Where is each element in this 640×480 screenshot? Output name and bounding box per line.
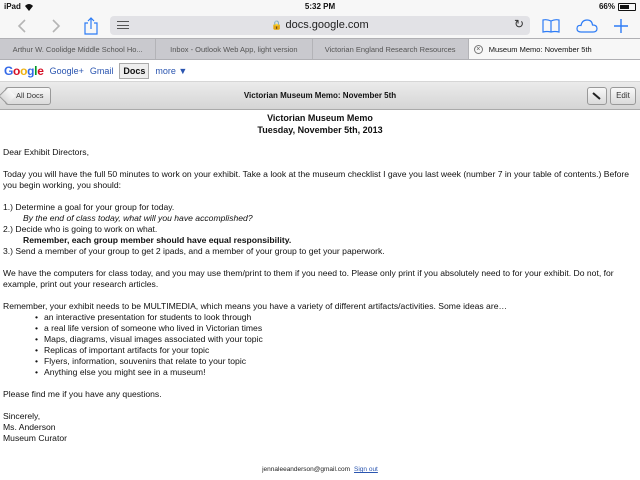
list-item: • Replicas of important artifacts for your topic: [3, 345, 637, 356]
step-1-note: By the end of class today, what will you have accomplished?: [23, 213, 253, 223]
more-menu[interactable]: more ▼: [155, 65, 188, 76]
greeting: Dear Exhibit Directors,: [3, 147, 89, 157]
step-1: 1.) Determine a goal for your group for today.: [3, 202, 175, 212]
url-text: docs.google.com: [285, 19, 369, 31]
step-2-note: Remember, each group member should have equal responsibility.: [23, 235, 292, 245]
step-2: 2.) Decide who is going to work on what.: [3, 224, 158, 234]
account-footer: [0, 466, 640, 473]
address-bar[interactable]: [110, 16, 530, 35]
docs-link[interactable]: Docs: [119, 63, 149, 79]
tab-museum-memo[interactable]: × Museum Memo: November 5th: [469, 39, 640, 59]
new-tab-plus-icon[interactable]: [610, 14, 632, 38]
list-item: • Anything else you might see in a museum!: [3, 367, 637, 378]
reload-icon[interactable]: ↻: [513, 17, 524, 31]
status-bar: [0, 0, 640, 14]
settings-wrench-icon[interactable]: [587, 87, 607, 105]
browser-toolbar: [0, 14, 640, 38]
multimedia-paragraph: Remember, your exhibit needs to be MULTIMEDIA, which means you have a variety of different artifacts/activities. Some ideas are…: [3, 301, 508, 311]
questions-line: Please find me if you have any questions.: [3, 389, 162, 399]
signature-name: Ms. Anderson: [3, 422, 56, 432]
forward-chevron-icon[interactable]: [46, 14, 66, 38]
tab-victorian-resources[interactable]: Victorian England Research Resources: [313, 39, 469, 59]
step-3: 3.) Send a member of your group to get 2 ipads, and a member of your group to get your paperwork.: [3, 246, 385, 256]
share-icon[interactable]: [80, 14, 102, 38]
back-chevron-icon[interactable]: [12, 14, 32, 38]
lock-icon: 🔒: [271, 20, 283, 30]
sign-out-link[interactable]: Sign out: [354, 466, 378, 473]
closing: Sincerely,: [3, 411, 41, 421]
document-body: [3, 112, 637, 444]
document-header: [0, 82, 640, 110]
google-plus-link[interactable]: Google+: [49, 65, 84, 76]
memo-title: Victorian Museum Memo: [267, 113, 373, 123]
clock: 5:32 PM: [304, 2, 336, 11]
document-title: Victorian Museum Memo: November 5th: [243, 91, 397, 100]
tab-outlook[interactable]: Inbox - Outlook Web App, light version: [156, 39, 312, 59]
account-email: jennaleeanderson@gmail.com: [262, 466, 351, 473]
device-label: iPad: [4, 2, 21, 11]
battery-percent: 66%: [598, 2, 615, 11]
gmail-link[interactable]: Gmail: [89, 65, 114, 76]
list-item: • Maps, diagrams, visual images associated with your topic: [3, 334, 637, 345]
tab-coolidge[interactable]: Arthur W. Coolidge Middle School Ho...: [0, 39, 156, 59]
tab-strip: [0, 38, 640, 60]
google-logo[interactable]: Google: [4, 63, 44, 78]
close-tab-icon[interactable]: ×: [474, 45, 483, 54]
signature-role: Museum Curator: [3, 433, 67, 443]
edit-button[interactable]: Edit: [610, 87, 636, 105]
list-item: • a real life version of someone who lived in Victorian times: [3, 323, 637, 334]
battery-fill: [620, 5, 629, 9]
computers-paragraph: We have the computers for class today, and you may use them/print to them if you need to. Please only print if you absolutely need to for your exhibit. Do not, for example, print out your research articles.: [3, 268, 614, 289]
all-docs-button[interactable]: All Docs: [5, 87, 51, 105]
battery-icon: [618, 3, 636, 11]
list-item: • an interactive presentation for students to look through: [3, 312, 637, 323]
memo-date: Tuesday, November 5th, 2013: [257, 125, 383, 135]
bookmarks-icon[interactable]: [540, 14, 562, 38]
list-item: • Flyers, information, souvenirs that relate to your topic: [3, 356, 637, 367]
icloud-tabs-icon[interactable]: [574, 14, 600, 38]
intro-paragraph: Today you will have the full 50 minutes to work on your exhibit. Take a look at the museum checklist I gave you last week (number 7 in your table of contents.) Before you begin working, you should:: [3, 169, 630, 190]
google-bar: [0, 60, 640, 82]
